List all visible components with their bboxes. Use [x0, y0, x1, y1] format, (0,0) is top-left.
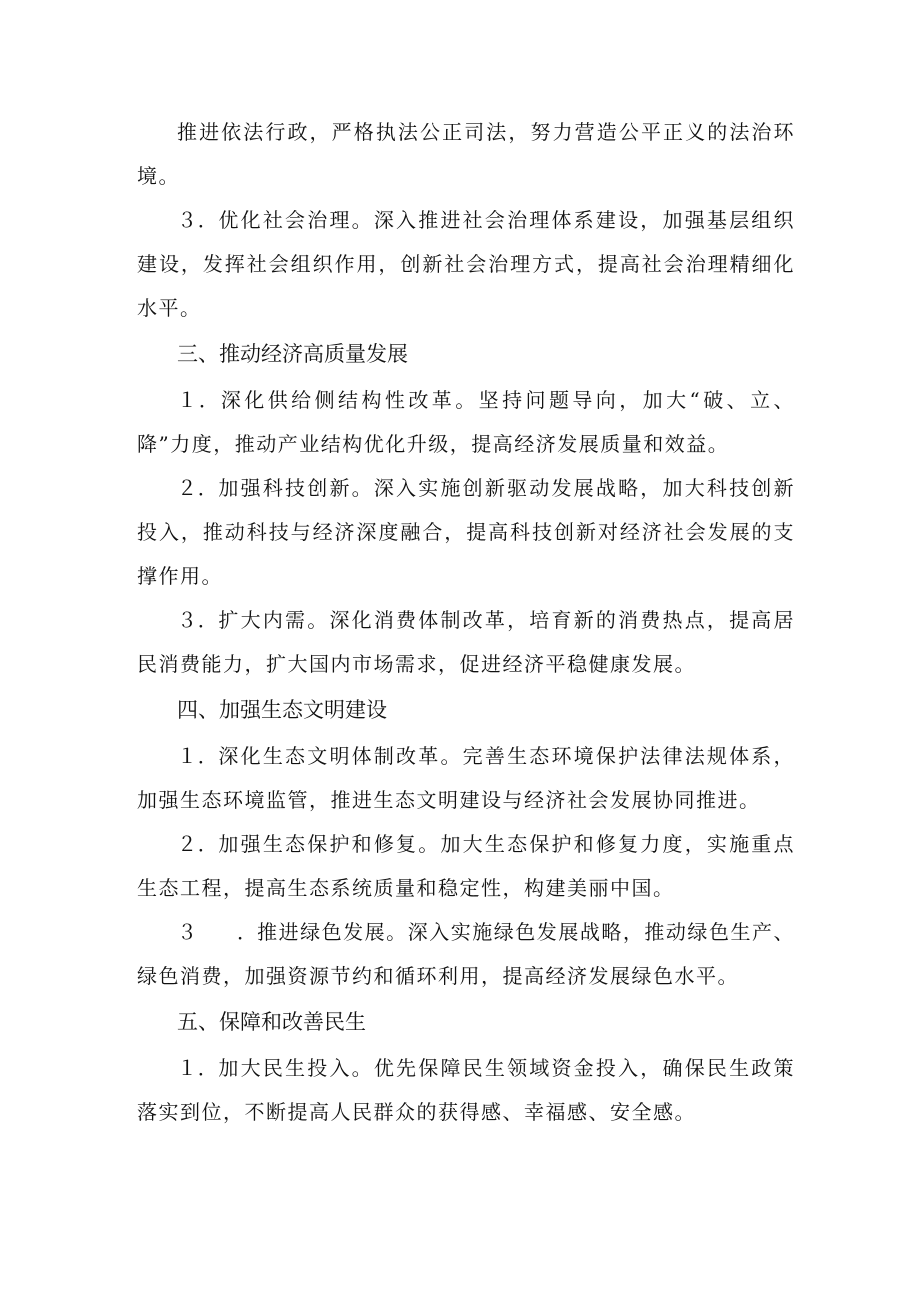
item-number: ２．	[177, 832, 219, 856]
paragraph-rule-of-law	[137, 110, 795, 198]
paragraph-domestic-demand	[137, 598, 795, 686]
paragraph-tech-innovation	[137, 466, 795, 598]
paragraph-text: 加强生态保护和修复。加大生态保护和修复力度，实施重点生态工程，提高生态系统质量和稳定性，构建美丽中国。	[137, 832, 796, 900]
item-number: ３．	[177, 608, 219, 632]
paragraph-ecology-protection	[137, 822, 795, 910]
paragraph-text: 扩大内需。深化消费体制改革，培育新的消费热点，提高居民消费能力，扩大国内市场需求，促进经济平稳健康发展。	[137, 608, 796, 676]
paragraph-ecology-reform	[137, 734, 795, 822]
paragraph-social-governance	[137, 198, 795, 330]
item-number: １．	[177, 388, 221, 412]
item-number: ３ ．	[177, 920, 258, 944]
paragraph-text: 推进绿色发展。深入实施绿色发展战略，推动绿色生产、绿色消费，加强资源节约和循环利用，提高经济发展绿色水平。	[137, 920, 796, 988]
section-heading-ecology: 四、加强生态文明建设	[177, 698, 387, 722]
paragraph-supply-side-reform	[137, 378, 795, 466]
item-number: ３．	[177, 208, 219, 232]
paragraph-text: 深化供给侧结构性改革。坚持问题导向，加大“破、立、降”力度，推动产业结构优化升级，提高经济发展质量和效益。	[137, 388, 795, 456]
paragraph-text: 推进依法行政，严格执法公正司法，努力营造公平正义的法治环境。	[137, 120, 795, 188]
document-body	[137, 110, 795, 1134]
item-number: ２．	[177, 476, 219, 500]
item-number: １．	[177, 744, 219, 768]
paragraph-text: 加强科技创新。深入实施创新驱动发展战略，加大科技创新投入，推动科技与经济深度融合，提高科技创新对经济社会发展的支撑作用。	[137, 476, 796, 588]
paragraph-text: 优化社会治理。深入推进社会治理体系建设，加强基层组织建设，发挥社会组织作用，创新社会治理方式，提高社会治理精细化水平。	[137, 208, 796, 320]
paragraph-green-development	[137, 910, 795, 998]
paragraph-text: 加大民生投入。优先保障民生领域资金投入，确保民生政策落实到位，不断提高人民群众的获得感、幸福感、安全感。	[137, 1056, 796, 1124]
section-heading-economy: 三、推动经济高质量发展	[177, 342, 408, 366]
item-number: １．	[177, 1056, 219, 1080]
paragraph-text: 深化生态文明体制改革。完善生态环境保护法律法规体系，加强生态环境监管，推进生态文明建设与经济社会发展协同推进。	[137, 744, 796, 812]
paragraph-livelihood-investment	[137, 1046, 795, 1134]
section-heading-livelihood: 五、保障和改善民生	[177, 1010, 366, 1034]
